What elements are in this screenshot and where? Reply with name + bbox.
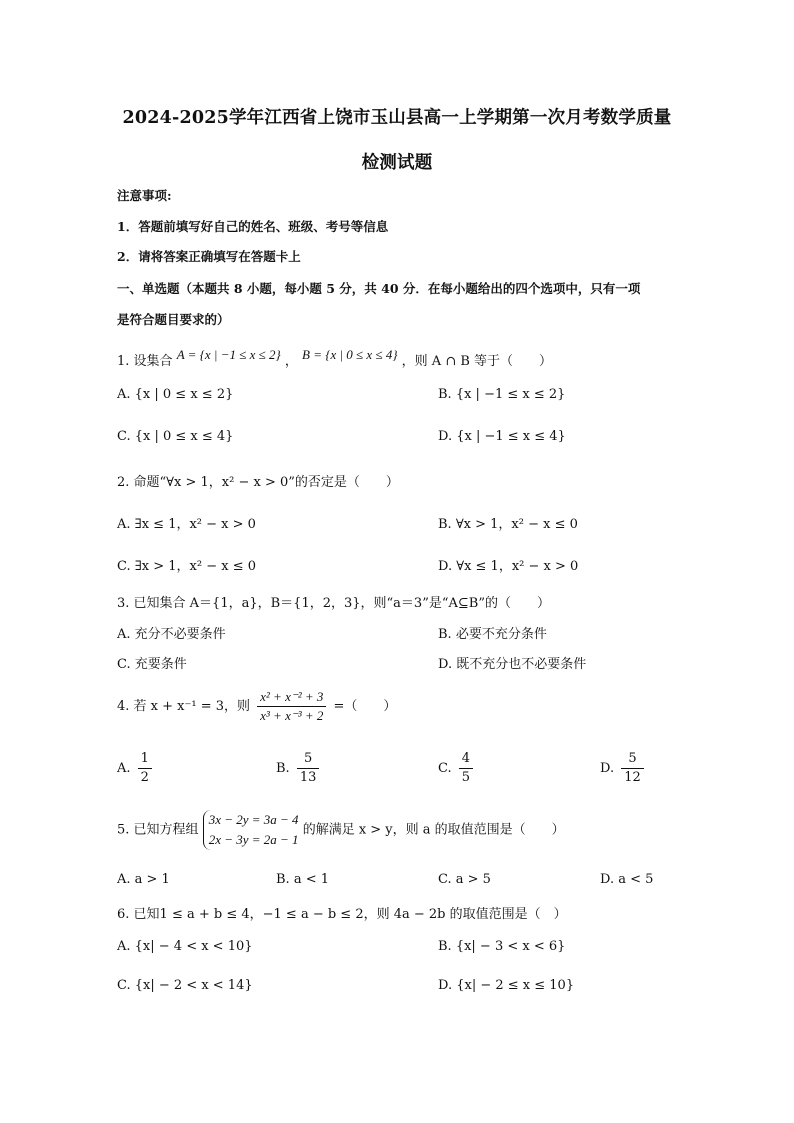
q4-a-den: 2 [140, 770, 149, 785]
q4-option-d [600, 750, 647, 787]
q5-option-a: A. a > 1 [117, 872, 170, 887]
q5-option-c: C. a > 5 [438, 872, 491, 887]
q4-option-c-label: C. [438, 761, 452, 776]
q6-option-a: A. {x| − 4 < x < 10} [117, 939, 253, 954]
question-4-stem [117, 688, 396, 725]
q1-prefix: 1. 设集合 [117, 354, 173, 369]
q5-option-d: D. a < 5 [600, 872, 654, 887]
q2-option-d: D. ∀x ≤ 1，x² − x > 0 [438, 559, 579, 574]
q4-option-b-label: B. [276, 761, 290, 776]
q4-option-c-fraction [459, 750, 473, 787]
q5-suffix: 的解满足 x > y，则 a 的取值范围是（ ） [302, 822, 565, 838]
q1-sep: ， [284, 354, 298, 369]
q1-set-b: B = {x | 0 ≤ x ≤ 4} [302, 347, 398, 362]
title-line-2: 检测试题 [361, 153, 433, 173]
question-6-stem: 6. 已知1 ≤ a + b ≤ 4，−1 ≤ a − b ≤ 2，则 4a − 2b 的取值范围是（ ） [117, 907, 567, 922]
q4-option-c [438, 750, 476, 787]
q5-equation-2: 2x − 3y = 2a − 1 [208, 832, 299, 847]
q2-option-a: A. ∃x ≤ 1，x² − x > 0 [117, 517, 256, 532]
q3-option-c: C. 充要条件 [117, 657, 187, 672]
q1-option-d: D. {x | −1 ≤ x ≤ 4} [438, 429, 566, 444]
q1-option-c: C. {x | 0 ≤ x ≤ 4} [117, 429, 234, 444]
notice-item-2: 2．请将答案正确填写在答题卡上 [117, 249, 301, 264]
question-2-stem: 2. 命题“∀x > 1，x² − x > 0”的否定是（ ） [117, 475, 399, 490]
q4-option-a [117, 750, 155, 787]
q5-equation-1: 3x − 2y = 3a − 4 [208, 812, 299, 827]
q4-option-d-fraction [621, 750, 644, 787]
q5-equation-system [203, 810, 299, 850]
q6-option-b: B. {x| − 3 < x < 6} [438, 939, 566, 954]
question-3-stem: 3. 已知集合 A＝{1，a}，B＝{1，2，3}，则“a＝3”是“A⊆B”的（ ） [117, 596, 550, 611]
notice-item-1: 1．答题前填写好自己的姓名、班级、考号等信息 [117, 219, 389, 234]
q4-a-num: 1 [138, 750, 152, 769]
q3-option-a: A. 充分不必要条件 [117, 627, 226, 642]
section-heading-line-1: 一、单选题（本题共 8 小题，每小题 5 分，共 40 分．在每小题给出的四个选项中，只有一项 [117, 281, 641, 296]
question-5-stem [117, 810, 565, 850]
notice-heading: 注意事项: [117, 188, 172, 203]
q5-option-b: B. a < 1 [276, 872, 329, 887]
q4-b-den: 13 [299, 770, 317, 785]
q4-option-b-fraction [297, 750, 320, 787]
q3-option-d: D. 既不充分也不必要条件 [438, 657, 587, 672]
q4-b-num: 5 [297, 750, 320, 769]
q5-prefix: 5. 已知方程组 [117, 822, 199, 838]
q4-c-den: 5 [461, 770, 471, 785]
q1-set-a: A = {x | −1 ≤ x ≤ 2} [176, 347, 281, 362]
q4-fraction-denominator: x³ + x⁻³ + 2 [260, 708, 324, 723]
q1-option-a: A. {x | 0 ≤ x ≤ 2} [117, 387, 234, 402]
q4-option-b [276, 750, 322, 787]
q4-option-a-fraction [138, 750, 152, 787]
q1-suffix: ，则 A ∩ B 等于（ ） [401, 354, 553, 369]
q2-option-c: C. ∃x > 1，x² − x ≤ 0 [117, 559, 257, 574]
q1-option-b: B. {x | −1 ≤ x ≤ 2} [438, 387, 566, 402]
q4-d-den: 12 [624, 770, 641, 785]
title-line-1: 2024-2025学年江西省上饶市玉山县高一上学期第一次月考数学质量 [122, 108, 672, 128]
q4-d-num: 5 [621, 750, 644, 769]
q4-prefix: 4. 若 x + x⁻¹ = 3，则 [117, 699, 250, 714]
q4-option-d-label: D. [600, 761, 615, 776]
q4-option-a-label: A. [117, 761, 131, 776]
q6-option-d: D. {x| − 2 ≤ x ≤ 10} [438, 978, 575, 993]
q4-fraction [257, 688, 326, 725]
q2-option-b: B. ∀x > 1，x² − x ≤ 0 [438, 517, 578, 532]
q4-suffix: =（ ） [333, 699, 397, 714]
q6-option-c: C. {x| − 2 < x < 14} [117, 978, 253, 993]
q3-option-b: B. 必要不充分条件 [438, 627, 547, 642]
q4-c-num: 4 [459, 750, 473, 769]
q4-fraction-numerator: x² + x⁻² + 3 [257, 688, 326, 707]
question-1-stem [117, 347, 553, 369]
section-heading-line-2: 是符合题目要求的） [117, 312, 230, 327]
